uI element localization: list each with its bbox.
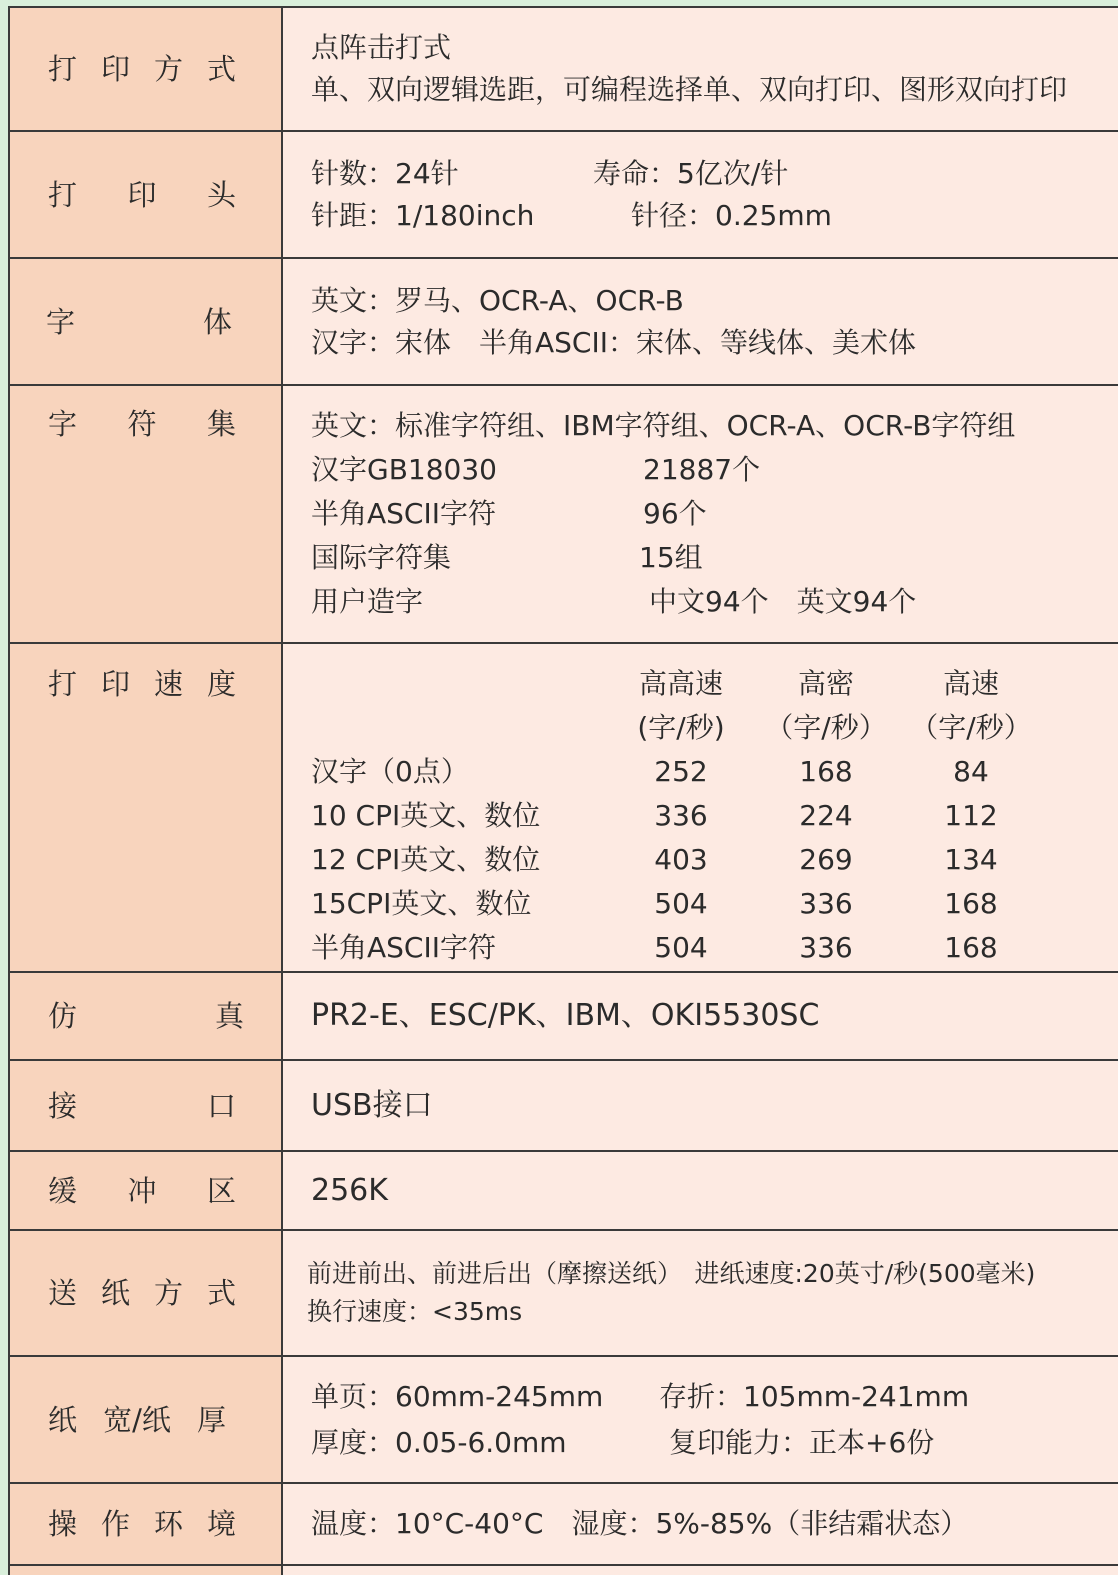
- speed-unit: （字/秒）: [765, 711, 887, 744]
- row-value-paper-feed: 前进前出、前进后出（摩擦送纸） 进纸速度:20英寸/秒(500毫米) 换行速度：<35ms: [282, 1230, 1118, 1356]
- row-label-environment: 操 作 环 境: [10, 1483, 282, 1565]
- table-row: [10, 972, 1118, 1060]
- row-label-font: 字 体: [10, 258, 282, 385]
- row-label-charset: 字 符 集: [10, 385, 282, 643]
- row-label-interface: 接 口: [10, 1060, 282, 1151]
- row-value-environment: 温度：10°C-40°C 湿度：5%-85%（非结霜状态）: [282, 1483, 1118, 1565]
- table-row: [10, 1565, 1118, 1575]
- row-label-buffer: 缓 冲 区: [10, 1151, 282, 1230]
- table-row: [10, 385, 1118, 643]
- table-row: [10, 131, 1118, 258]
- spec-table: [10, 8, 1118, 1575]
- speed-header: 高速: [942, 667, 999, 700]
- row-value-partial: [282, 1565, 1118, 1575]
- table-row: [10, 1483, 1118, 1565]
- spec-sheet: [8, 6, 1118, 1575]
- row-value-emulation: PR2-E、ESC/PK、IBM、OKI5530SC: [282, 972, 1118, 1060]
- row-value-buffer: 256K: [282, 1151, 1118, 1230]
- row-value-paper-width: 单页：60mm-245mm 存折：105mm-241mm 厚度：0.05-6.0mm 复印能力：正本+6份: [282, 1356, 1118, 1483]
- speed-unit: （字/秒）: [910, 711, 1032, 744]
- speed-table: 高高速 高密 高速 (字/秒) （字/秒） （字/秒） 汉字（0点） 252 168 84 10 CPI英文、数位 336 224 112 12 CPI英文、数位 403 269 134 15CPI英文、数位 504 336 168 半角ASCII字符 504 336 168: [282, 643, 1118, 972]
- row-label-print-head: 打 印 头: [10, 131, 282, 258]
- table-row: [10, 643, 1118, 972]
- row-value-font: 英文：罗马、OCR-A、OCR-B 汉字：宋体 半角ASCII：宋体、等线体、美术体: [282, 258, 1118, 385]
- row-label-emulation: 仿 真: [10, 972, 282, 1060]
- row-label-print-speed: 打 印 速 度: [10, 643, 282, 972]
- row-label-partial: [10, 1565, 282, 1575]
- speed-header: 高密: [797, 667, 854, 700]
- row-label-paper-feed: 送 纸 方 式: [10, 1230, 282, 1356]
- row-value-print-method: 点阵击打式 单、双向逻辑选距，可编程选择单、双向打印、图形双向打印: [282, 8, 1118, 131]
- row-label-print-method: 打 印 方 式: [10, 8, 282, 131]
- speed-unit: (字/秒): [637, 711, 725, 744]
- speed-header: 高高速: [638, 667, 723, 700]
- table-row: [10, 1230, 1118, 1356]
- table-row: [10, 1151, 1118, 1230]
- row-value-charset: 英文：标准字符组、IBM字符组、OCR-A、OCR-B字符组 汉字GB18030 21887个 半角ASCII字符 96个 国际字符集 15组 用户造字 中文94个 英文94个: [282, 385, 1118, 643]
- row-value-interface: USB接口: [282, 1060, 1118, 1151]
- row-label-paper-width: 纸 宽/纸 厚: [10, 1356, 282, 1483]
- table-row: [10, 8, 1118, 131]
- table-row: [10, 1060, 1118, 1151]
- row-value-print-head: 针数：24针 寿命：5亿次/针 针距：1/180inch 针径：0.25mm: [282, 131, 1118, 258]
- table-row: [10, 258, 1118, 385]
- table-row: [10, 1356, 1118, 1483]
